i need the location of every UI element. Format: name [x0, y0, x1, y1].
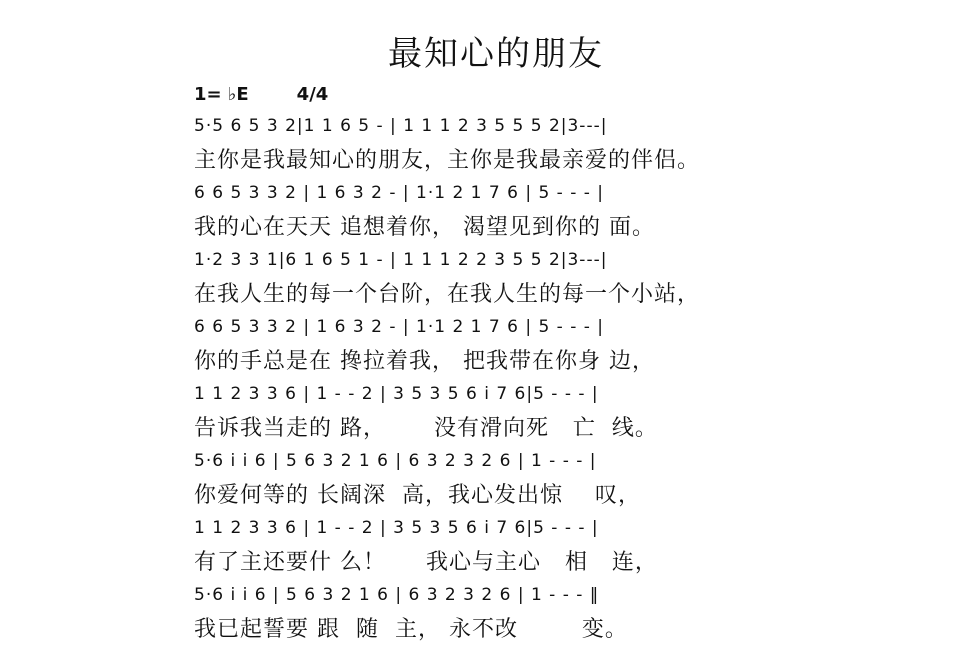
notation-line: 6 6 5 3 3 2 | 1 6 3 2 - | 1·1 2 1 7 6 | 5 - - - | [194, 317, 605, 337]
song-title: 最知心的朋友 [388, 34, 604, 74]
lyric-line: 我已起誓要 跟 随 主， 永不改 变。 [194, 617, 628, 642]
notation-line: 6 6 5 3 3 2 | 1 6 3 2 - | 1·1 2 1 7 6 | 5 - - - | [194, 183, 605, 203]
lyric-line: 主你是我最知心的朋友，主你是我最亲爱的伴侣。 [194, 148, 701, 173]
music-system-3 [194, 245, 794, 315]
key-meter-line [194, 84, 328, 105]
notation-line: 5·6 i i 6 | 5 6 3 2 1 6 | 6 3 2 3 2 6 | 1 - - - | [194, 451, 597, 471]
music-system-6 [194, 446, 794, 516]
lyric-line: 你的手总是在 搀拉着我， 把我带在你身 边， [194, 349, 655, 374]
key-signature: 1= ♭E [194, 84, 249, 105]
lyric-line: 有了主还要什 么！ 我心与主心 相 连， [194, 550, 658, 575]
lyric-line: 告诉我当走的 路， 没有滑向死 亡 线。 [194, 416, 658, 441]
notation-line: 1·2 3 3 1|6 1 6 5 1 - | 1 1 1 2 2 3 5 5 2|3---| [194, 250, 608, 270]
music-system-8 [194, 580, 794, 650]
lyric-line: 在我人生的每一个台阶，在我人生的每一个小站， [194, 282, 701, 307]
music-system-5 [194, 379, 794, 449]
lyric-line: 我的心在天天 追想着你， 渴望见到你的 面。 [194, 215, 655, 240]
notation-line: 5·6 i i 6 | 5 6 3 2 1 6 | 6 3 2 3 2 6 | 1 - - - ‖ [194, 585, 600, 605]
music-system-7 [194, 513, 794, 583]
lyric-line: 你爱何等的 长阔深 高，我心发出惊 叹， [194, 483, 641, 508]
notation-line: 1 1 2 3 3 6 | 1 - - 2 | 3 5 3 5 6 i 7 6|5 - - - | [194, 384, 599, 404]
notation-line: 5·5 6 5 3 2|1 1 6 5 - | 1 1 1 2 3 5 5 5 2|3---| [194, 116, 608, 136]
music-system-4 [194, 312, 794, 382]
music-system-2 [194, 178, 794, 248]
notation-line: 1 1 2 3 3 6 | 1 - - 2 | 3 5 3 5 6 i 7 6|5 - - - | [194, 518, 599, 538]
time-signature: 4/4 [296, 84, 329, 105]
music-system-1 [194, 111, 794, 181]
